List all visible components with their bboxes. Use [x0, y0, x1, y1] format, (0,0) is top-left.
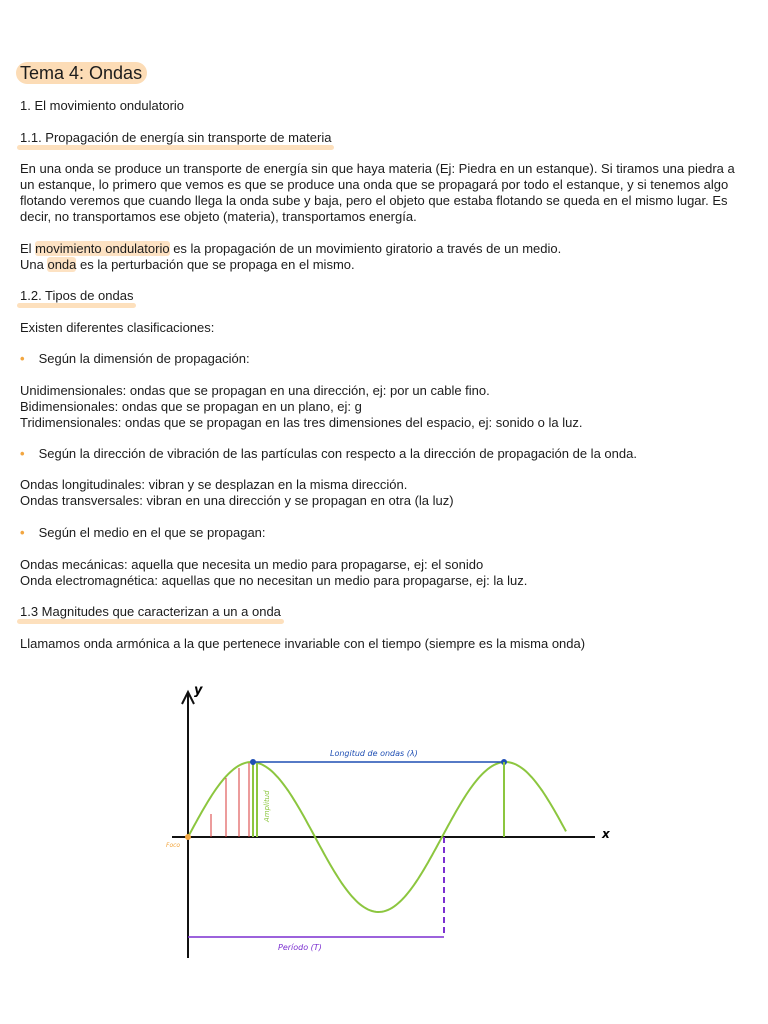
- section-heading-1-1: [20, 130, 750, 146]
- wavelength-start-dot: [250, 759, 256, 765]
- list-item: Tridimensionales: ondas que se propagan en las tres dimensiones del espacio, ej: sonido o la luz.: [20, 415, 583, 430]
- section-heading-1-2-text: 1.2. Tipos de ondas: [20, 288, 134, 303]
- section-heading-1: 1. El movimiento ondulatorio: [20, 98, 185, 113]
- medium-list: [20, 557, 750, 589]
- paragraph-definitions: [20, 241, 750, 273]
- classifications-intro: Existen diferentes clasificaciones:: [20, 320, 215, 335]
- highlight-onda: onda: [47, 257, 77, 272]
- focus-dot: [185, 834, 191, 840]
- section-heading-1-3: [20, 604, 750, 620]
- list-item: Onda electromagnética: aquellas que no necesitan un medio para propagarse, ej: la luz.: [20, 573, 528, 588]
- definition-line-movimiento: [20, 241, 750, 257]
- dimension-list: [20, 383, 750, 431]
- list-item: Ondas transversales: vibran en una dirección y se propagan en otra (la luz): [20, 493, 454, 508]
- bullet-text: Según la dimensión de propagación:: [38, 351, 250, 366]
- definition-text: Una: [20, 257, 48, 272]
- bullet-direction: [20, 446, 750, 462]
- definition-text: es la perturbación que se propaga en el mismo.: [76, 257, 355, 272]
- highlight-movimiento-ondulatorio: movimiento ondulatorio: [35, 241, 170, 256]
- y-axis-label: y: [194, 683, 203, 698]
- list-item: Unidimensionales: ondas que se propagan en una dirección, ej: por un cable fino.: [20, 383, 490, 398]
- definition-text: es la propagación de un movimiento giratorio a través de un medio.: [169, 241, 562, 256]
- x-axis-label: x: [602, 827, 610, 841]
- period-label: Período (T): [278, 943, 322, 952]
- bullet-dimension: [20, 351, 750, 367]
- definition-line-onda: [20, 257, 750, 273]
- bullet-text: Según el medio en el que se propagan:: [38, 525, 266, 540]
- section-heading-1-1-text: 1.1. Propagación de energía sin transporte de materia: [20, 130, 332, 145]
- section-heading-1-2: [20, 288, 750, 304]
- list-item: Bidimensionales: ondas que se propagan en un plano, ej: g: [20, 399, 362, 414]
- wavelength-label: Longitud de ondas (λ): [330, 749, 418, 758]
- bullet-icon: •: [20, 446, 25, 461]
- list-item: Ondas mecánicas: aquella que necesita un medio para propagarse, ej: el sonido: [20, 557, 484, 572]
- bullet-text: Según la dirección de vibración de las partículas con respecto a la dirección de propagación de la onda.: [38, 446, 637, 461]
- definition-text: El: [20, 241, 36, 256]
- wave-diagram: [150, 672, 620, 972]
- bullet-medium: [20, 525, 750, 541]
- section-heading-1-3-text: 1.3 Magnitudes que caracterizan a un a onda: [20, 604, 281, 619]
- paragraph-energy-transport: En una onda se produce un transporte de energía sin que haya materia (Ej: Piedra en un estanque). Si tiramos una piedra a un estanque, lo primero que vemos es que se produce una onda que se propagará por todo el estanque, y si tenemos algo flotando veremos que cuando llega la onda sube y baja, pero el objeto que estaba flotando se queda en el mismo lugar. Es decir, no transportamos ese objeto (materia), transportamos energía.: [20, 161, 735, 224]
- bullet-icon: •: [20, 525, 25, 540]
- paragraph-harmonic-wave: Llamamos onda armónica a la que pertenece invariable con el tiempo (siempre es la misma onda): [20, 636, 586, 651]
- list-item: Ondas longitudinales: vibran y se desplazan en la misma dirección.: [20, 477, 408, 492]
- amplitude-label: Amplitud: [263, 790, 271, 822]
- focus-label: Foco: [166, 842, 181, 849]
- direction-list: [20, 477, 750, 509]
- page-title: Tema 4: Ondas: [16, 62, 147, 84]
- bullet-icon: •: [20, 351, 25, 366]
